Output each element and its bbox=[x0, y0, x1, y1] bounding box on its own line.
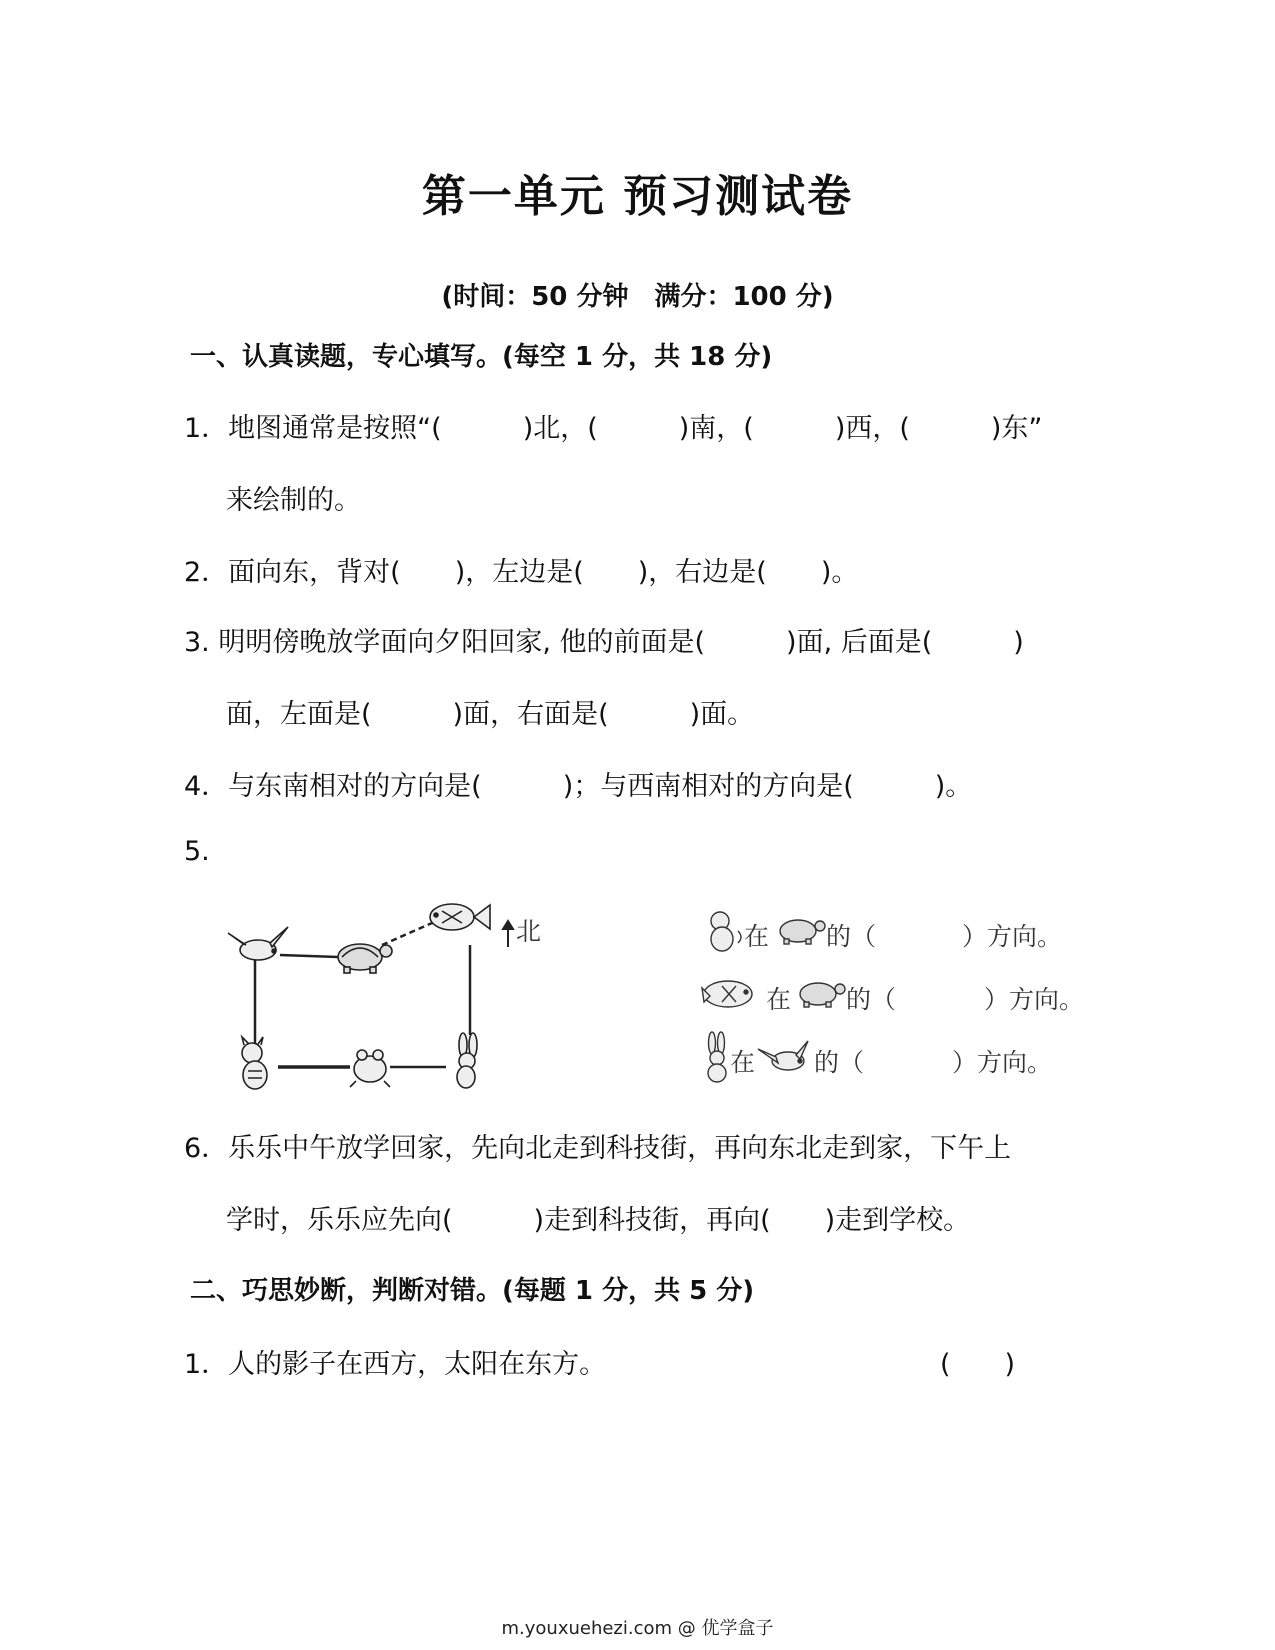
question-2-1: 1．人的影子在西方，太阳在东方。 bbox=[184, 1349, 607, 1380]
question-1-6-line-2: 学时，乐乐应先向( )走到科技街，再向( )走到学校。 bbox=[226, 1205, 971, 1236]
bird-icon bbox=[756, 1037, 814, 1077]
direction-item-1: 在 的（ ）方向。 bbox=[700, 905, 1120, 965]
tiger-icon bbox=[704, 909, 744, 953]
turtle-icon bbox=[338, 944, 392, 973]
frog-icon bbox=[350, 1050, 390, 1087]
question-1-2: 2．面向东，背对( )，左边是( )，右边是( )。 bbox=[184, 557, 859, 588]
fish-icon bbox=[430, 904, 490, 930]
question-1-6-line-1: 6．乐乐中午放学回家，先向北走到科技街，再向东北走到家，下午上 bbox=[184, 1133, 1012, 1164]
question-1-3-line-2: 面，左面是( )面，右面是( )面。 bbox=[226, 699, 755, 730]
direction-item-2: 在 的（ ）方向。 bbox=[700, 968, 1120, 1028]
question-1-3-line-1: 3. 明明傍晚放学面向夕阳回家, 他的前面是( )面, 后面是( ) bbox=[184, 627, 1024, 658]
section-1-heading: 一、认真读题，专心填写。(每空 1 分，共 18 分) bbox=[190, 342, 773, 372]
page-title: 第一单元 预习测试卷 bbox=[421, 171, 854, 222]
footer-watermark: m.youxuehezi.com @ 优学盒子 bbox=[501, 1618, 774, 1639]
turtle-icon bbox=[796, 974, 846, 1012]
rabbit-icon bbox=[702, 1031, 732, 1083]
turtle-icon bbox=[776, 911, 826, 949]
bird-icon bbox=[228, 927, 288, 960]
question-1-1-line-2: 来绘制的。 bbox=[226, 485, 361, 516]
direction-item-3: 在 的（ ）方向。 bbox=[700, 1031, 1120, 1091]
question-1-5-number: 5. bbox=[184, 836, 210, 867]
tiger-icon bbox=[242, 1037, 267, 1089]
rabbit-icon bbox=[457, 1033, 477, 1088]
animal-map-figure bbox=[220, 895, 550, 1095]
question-1-1-line-1: 1．地图通常是按照“( )北，( )南，( )西，( )东” bbox=[184, 413, 1043, 444]
question-1-4: 4．与东南相对的方向是( )；与西南相对的方向是( )。 bbox=[184, 771, 973, 802]
section-2-heading: 二、巧思妙断，判断对错。(每题 1 分，共 5 分) bbox=[190, 1276, 755, 1306]
north-arrow-icon bbox=[503, 921, 513, 947]
exam-info: (时间：50 分钟 满分：100 分) bbox=[441, 282, 834, 312]
north-label: 北 bbox=[516, 917, 542, 946]
fish-icon bbox=[700, 976, 764, 1012]
answer-bracket: ( ) bbox=[940, 1349, 1016, 1380]
